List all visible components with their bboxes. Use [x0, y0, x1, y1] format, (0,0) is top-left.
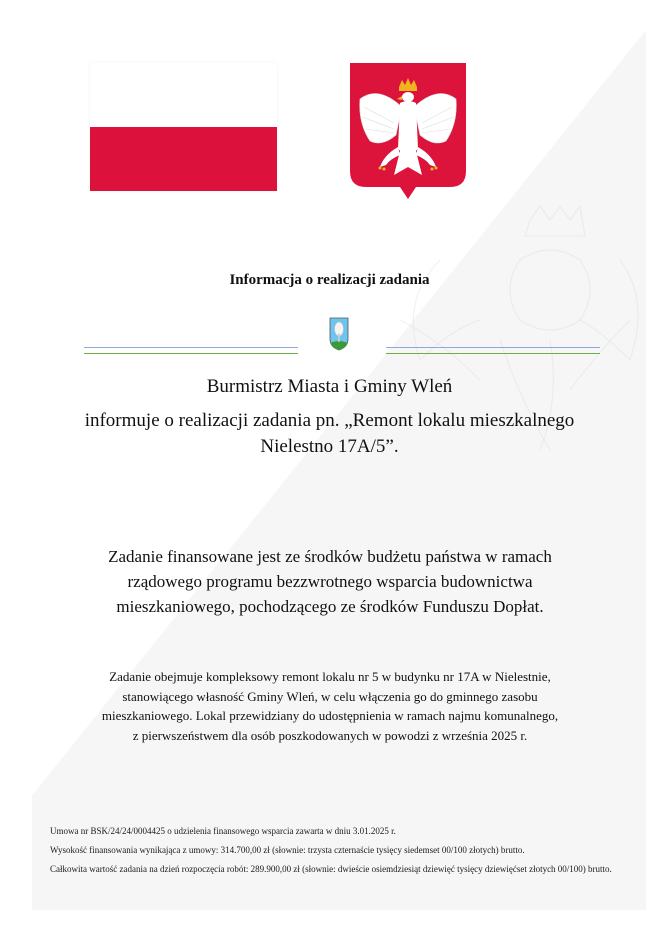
description-line: mieszkaniowego. Lokal przewidziany do udostępnienia w ramach najmu komunalnego,: [101, 708, 559, 723]
description-paragraph: [50, 667, 610, 745]
polish-eagle-emblem-icon: [350, 63, 466, 199]
total-value-note: Całkowita wartość zadania na dzień rozpoczęcia robót: 289.900,00 zł (słownie: dwieście osiemdziesiąt dziewięć tysięcy dziewięćset złotych 00/100) brutto.: [50, 864, 612, 874]
description-line: Zadanie obejmuje kompleksowy remont lokalu nr 5 w budynku nr 17A w Nielestnie,: [109, 669, 551, 684]
divider-left-green-line: [84, 353, 298, 354]
financing-paragraph: [60, 544, 600, 619]
announcement-task-line: informuje o realizacji zadania pn. „Remont lokalu mieszkalnego: [84, 410, 575, 431]
funding-amount-note: Wysokość finansowania wynikająca z umowy: 314.700,00 zł (słownie: trzysta czternaście tysięcy siedemset 00/100 złotych) brutto.: [50, 845, 525, 855]
divider-right-green-line: [386, 353, 600, 354]
agreement-note: Umowa nr BSK/24/24/0004425 o udzielenia finansowego wsparcia zawarta w dniu 3.01.2025 r.: [50, 826, 396, 836]
divider-left-blue-line: [84, 347, 298, 348]
document-title: Informacja o realizacji zadania: [229, 272, 430, 288]
flag-red-stripe: [90, 127, 277, 191]
description-line: stanowiącego własność Gminy Wleń, w celu włączenia go do gminnego zasobu: [122, 688, 538, 704]
description-line: z pierwszeństwem dla osób poszkodowanych w powodzi z września 2025 r.: [132, 727, 528, 743]
footer-notes: [50, 826, 650, 883]
polish-flag: [90, 63, 277, 191]
divider-right-blue-line: [386, 347, 600, 348]
announcement-authority: Burmistrz Miasta i Gminy Wleń: [206, 376, 453, 397]
flag-white-stripe: [90, 63, 277, 127]
financing-line: Zadanie finansowane jest ze środków budżetu państwa w ramach: [108, 547, 552, 566]
wlen-municipality-crest-icon: [329, 317, 349, 351]
announcement-block: [20, 372, 639, 460]
financing-line: rządowego programu bezzwrotnego wsparcia budownictwa: [127, 572, 533, 591]
announcement-task-name: Nielestno 17A/5”.: [260, 436, 399, 457]
financing-line: mieszkaniowego, pochodzącego ze środków Funduszu Dopłat.: [116, 597, 544, 616]
